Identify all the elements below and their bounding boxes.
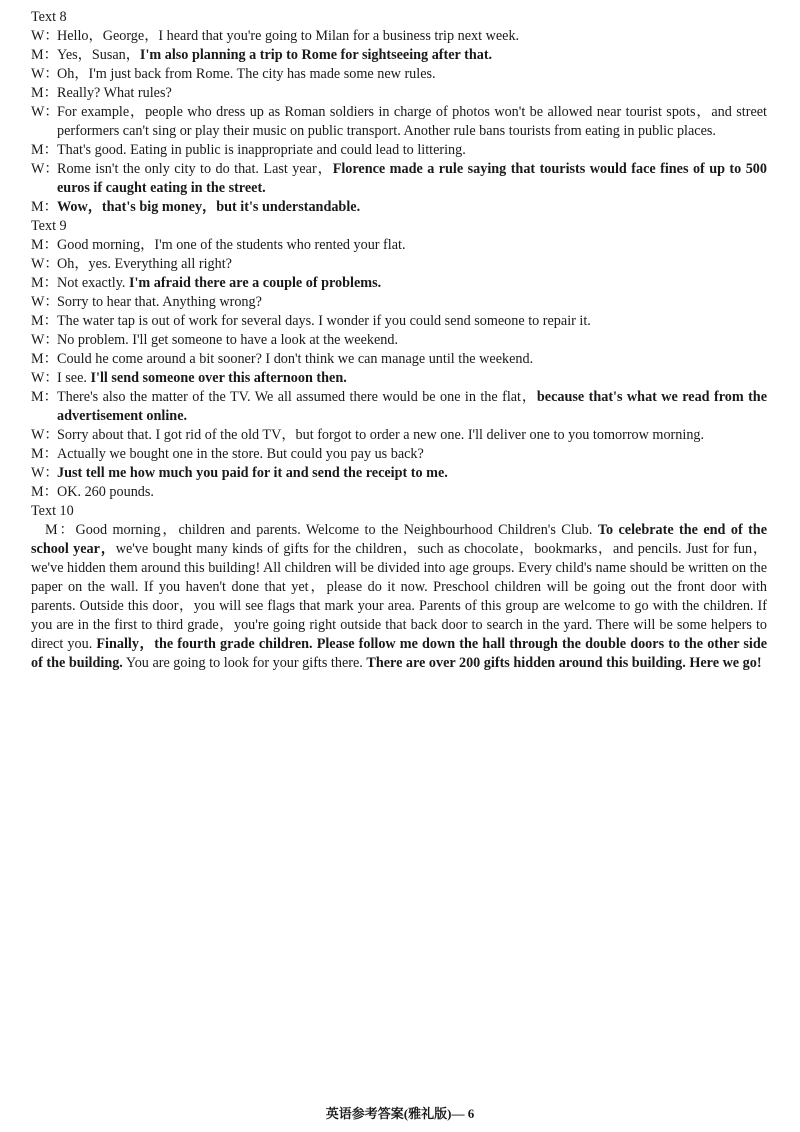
dialogue-line bbox=[31, 84, 767, 103]
dialogue-line bbox=[31, 293, 767, 312]
speaker-label: W： bbox=[31, 66, 59, 82]
text8-heading: Text 8 bbox=[31, 9, 67, 25]
dialogue-line bbox=[31, 255, 767, 274]
text-segment: OK. 260 pounds. bbox=[57, 484, 154, 500]
speaker-label: W： bbox=[31, 294, 59, 310]
text-segment: Sorry to hear that. Anything wrong? bbox=[57, 294, 262, 310]
speaker-label: W： bbox=[31, 370, 59, 386]
dialogue-line bbox=[31, 236, 767, 255]
dialogue-line bbox=[31, 445, 767, 464]
text9-heading: Text 9 bbox=[31, 218, 67, 234]
highlighted-text: Wow，that's big money，but it's understandable. bbox=[57, 199, 361, 215]
speaker-label: W： bbox=[31, 104, 59, 120]
text-segment: The water tap is out of work for several days. I wonder if you could send someone to repair it. bbox=[57, 313, 591, 329]
dialogue-line bbox=[31, 426, 767, 445]
text-segment: There's also the matter of the TV. We all assumed there would be one in the flat， bbox=[57, 389, 537, 405]
speaker-label: M： bbox=[31, 446, 58, 462]
dialogue-line bbox=[31, 369, 767, 388]
dialogue-line bbox=[31, 483, 767, 502]
dialogue-line bbox=[31, 27, 767, 46]
speaker-label: M： bbox=[31, 275, 58, 291]
speaker-label: M： bbox=[31, 313, 58, 329]
dialogue-line bbox=[31, 274, 767, 293]
speaker-label: M： bbox=[31, 85, 58, 101]
text-segment: Not exactly. bbox=[57, 275, 129, 291]
speaker-label: W： bbox=[31, 332, 59, 348]
speaker-label: M： bbox=[31, 142, 58, 158]
text-segment: we've bought many kinds of gifts for the children，such as chocolate，bookmarks，and pencils. Just for fun，we've hidden them around this building! All children will be divided into age groups. Every child's name should be written on the paper on the wall. If you haven't done that yet，please do it now. Preschool children will be going out the front door with parents. Outside this door，you will see flags that mark your area. Parents of this group are welcome to go with the children. If you are in the first to third grade，you're going right outside that back door to search in the yard. There will be some helpers to direct you. bbox=[31, 541, 768, 652]
text-segment: You are going to look for your gifts there. bbox=[122, 655, 367, 671]
speaker-label: W： bbox=[31, 427, 59, 443]
speaker-label: W： bbox=[31, 256, 59, 272]
text-segment: No problem. I'll get someone to have a look at the weekend. bbox=[57, 332, 398, 348]
dialogue-line bbox=[31, 141, 767, 160]
text-segment: Yes，Susan， bbox=[57, 47, 140, 63]
page-footer: 英语参考答案(雅礼版)— 6 bbox=[325, 1106, 475, 1121]
speaker-label: M： bbox=[31, 237, 58, 253]
dialogue-line bbox=[31, 160, 767, 198]
text-segment: That's good. Eating in public is inappropriate and could lead to littering. bbox=[57, 142, 466, 158]
text-segment: Hello，George，I heard that you're going to Milan for a business trip next week. bbox=[57, 28, 520, 44]
text-segment: M：Good morning，children and parents. Welcome to the Neighbourhood Children's Club. bbox=[45, 522, 598, 538]
dialogue-line bbox=[31, 388, 767, 426]
text9-dialogue bbox=[31, 236, 767, 502]
dialogue-line bbox=[31, 65, 767, 84]
dialogue-line bbox=[31, 331, 767, 350]
highlighted-text: because that's what we read from the advertisement online. bbox=[57, 389, 767, 424]
speaker-label: M： bbox=[31, 484, 58, 500]
speaker-label: M： bbox=[31, 389, 58, 405]
text-segment: Good morning，I'm one of the students who rented your flat. bbox=[57, 237, 406, 253]
text-segment: Really? What rules? bbox=[57, 85, 172, 101]
highlighted-text: Florence made a rule saying that tourists would face fines of up to 500 euros if caught eating in the street. bbox=[57, 161, 767, 196]
dialogue-line bbox=[31, 312, 767, 331]
highlighted-text: Just tell me how much you paid for it and send the receipt to me. bbox=[57, 465, 448, 481]
speaker-label: W： bbox=[31, 28, 59, 44]
text-segment: Actually we bought one in the store. But could you pay us back? bbox=[57, 446, 424, 462]
dialogue-line bbox=[31, 46, 767, 65]
speaker-label: M： bbox=[31, 351, 58, 367]
speaker-label: M： bbox=[31, 47, 58, 63]
highlighted-text: Finally，the fourth grade children. Please follow me down the hall through the double doors to the other side of the building. bbox=[31, 636, 768, 671]
highlighted-text: There are over 200 gifts hidden around this building. Here we go! bbox=[366, 655, 762, 671]
text-segment: Oh，I'm just back from Rome. The city has made some new rules. bbox=[57, 66, 436, 82]
text-segment: I see. bbox=[57, 370, 91, 386]
text-segment: Sorry about that. I got rid of the old TV，but forgot to order a new one. I'll deliver one to you tomorrow morning. bbox=[57, 427, 705, 443]
text10-heading: Text 10 bbox=[31, 503, 74, 519]
dialogue-line bbox=[31, 350, 767, 369]
text-segment: Rome isn't the only city to do that. Last year， bbox=[57, 161, 333, 177]
speaker-label: M： bbox=[31, 199, 58, 215]
text-segment: For example，people who dress up as Roman soldiers in charge of photos won't be allowed near tourist spots，and street performers can't sing or play their music on public transport. Another rule bans tourists from eating in public places. bbox=[57, 104, 767, 139]
dialogue-line bbox=[31, 103, 767, 141]
dialogue-line bbox=[31, 464, 767, 483]
highlighted-text: To celebrate the end of the school year， bbox=[31, 522, 767, 557]
text10-monologue bbox=[31, 521, 767, 673]
text-segment: Could he come around a bit sooner? I don't think we can manage until the weekend. bbox=[57, 351, 534, 367]
speaker-label: W： bbox=[31, 465, 59, 481]
dialogue-line bbox=[31, 198, 767, 217]
text-segment: Oh，yes. Everything all right? bbox=[57, 256, 232, 272]
highlighted-text: I'm afraid there are a couple of problems. bbox=[128, 275, 382, 291]
document-page bbox=[31, 8, 767, 673]
speaker-label: W： bbox=[31, 161, 59, 177]
highlighted-text: I'm also planning a trip to Rome for sightseeing after that. bbox=[139, 47, 493, 63]
text8-dialogue bbox=[31, 27, 767, 217]
highlighted-text: I'll send someone over this afternoon then. bbox=[90, 370, 347, 386]
